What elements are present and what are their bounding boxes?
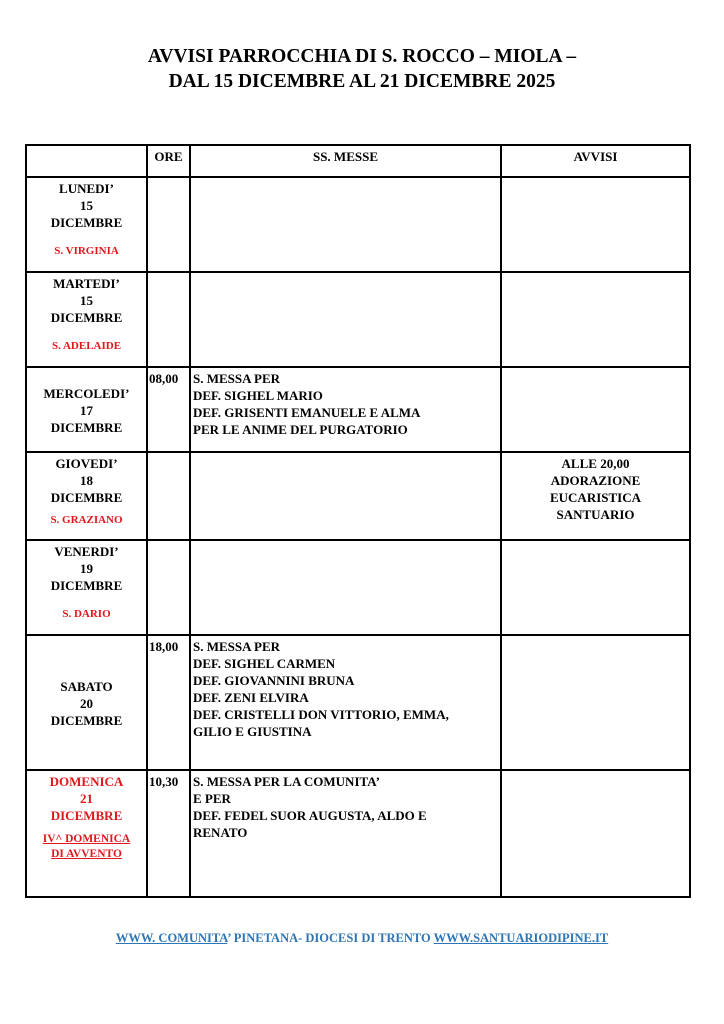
- saint-of-day: S. ADELAIDE: [51, 340, 122, 352]
- messe-cell: [190, 635, 501, 770]
- day-number: 15: [80, 293, 93, 308]
- day-month: DICEMBRE: [50, 420, 123, 435]
- messe-cell: [190, 177, 501, 272]
- schedule-table: [25, 144, 691, 898]
- day-cell: [26, 635, 147, 770]
- day-name: GIOVEDI’: [55, 456, 118, 471]
- messe-line: GILIO E GIUSTINA: [193, 724, 312, 739]
- avviso-line: EUCARISTICA: [549, 490, 642, 505]
- liturgical-note: [27, 832, 146, 862]
- avvisi-cell: [501, 540, 690, 635]
- avvisi-cell: [501, 272, 690, 367]
- table-row: [26, 635, 690, 770]
- messe-cell: [190, 272, 501, 367]
- messe-line: RENATO: [193, 825, 248, 840]
- day-name: LUNEDI’: [59, 181, 114, 196]
- avvisi-cell: [501, 177, 690, 272]
- messe-line: DEF. FEDEL SUOR AUGUSTA, ALDO E: [193, 808, 427, 823]
- ore-cell: [147, 452, 190, 540]
- day-month: DICEMBRE: [50, 310, 123, 325]
- day-cell: [26, 272, 147, 367]
- avvisi-cell: [501, 367, 690, 452]
- ore-cell: 10,30: [147, 770, 190, 897]
- avviso-line: SANTUARIO: [556, 507, 635, 522]
- table-row: [26, 367, 690, 452]
- day-number: 17: [80, 403, 93, 418]
- saint-of-day: S. GRAZIANO: [50, 514, 123, 526]
- messe-line: DEF. SIGHEL MARIO: [193, 388, 323, 403]
- page-title: [0, 44, 724, 94]
- messe-line: S. MESSA PER LA COMUNITA’: [193, 774, 380, 789]
- day-cell: [26, 367, 147, 452]
- day-number: 20: [80, 696, 93, 711]
- avvisi-cell: [501, 635, 690, 770]
- liturgical-note-line: IV^ DOMENICA: [42, 833, 131, 845]
- day-name: VENERDI’: [54, 544, 119, 559]
- day-month: DICEMBRE: [50, 808, 123, 823]
- messe-line: S. MESSA PER: [193, 371, 281, 386]
- footer-link-comunita[interactable]: WWW. COMUNITA: [115, 931, 228, 945]
- day-number: 15: [80, 198, 93, 213]
- header-day: [26, 145, 147, 177]
- title-line-1: AVVISI PARROCCHIA DI S. ROCCO – MIOLA –: [147, 46, 577, 67]
- messe-line: DEF. CRISTELLI DON VITTORIO, EMMA,: [193, 707, 449, 722]
- messe-cell: [190, 770, 501, 897]
- messe-cell: [190, 540, 501, 635]
- day-month: DICEMBRE: [50, 713, 123, 728]
- header-messe: SS. MESSE: [190, 145, 501, 177]
- day-number: 21: [80, 791, 93, 806]
- day-number: 19: [80, 561, 93, 576]
- table-row: [26, 272, 690, 367]
- ore-cell: [147, 272, 190, 367]
- avvisi-cell: [501, 452, 690, 540]
- day-number: 18: [80, 473, 93, 488]
- messe-line: DEF. SIGHEL CARMEN: [193, 656, 336, 671]
- header-row: [26, 145, 690, 177]
- day-name: MARTEDI’: [53, 276, 120, 291]
- day-cell: [26, 452, 147, 540]
- messe-line: E PER: [193, 791, 231, 806]
- table-row: [26, 770, 690, 897]
- header-avvisi: AVVISI: [501, 145, 690, 177]
- avvisi-cell: [501, 770, 690, 897]
- ore-cell: [147, 177, 190, 272]
- saint-of-day: S. DARIO: [62, 608, 111, 620]
- messe-line: S. MESSA PER: [193, 639, 281, 654]
- messe-line: DEF. ZENI ELVIRA: [193, 690, 309, 705]
- day-month: DICEMBRE: [50, 490, 123, 505]
- avviso-line: ADORAZIONE: [550, 473, 641, 488]
- footer: [0, 931, 724, 946]
- messe-cell: [190, 452, 501, 540]
- footer-link-santuario[interactable]: WWW.SANTUARIODIPINE.IT: [433, 931, 609, 945]
- day-month: DICEMBRE: [50, 215, 123, 230]
- messe-cell: [190, 367, 501, 452]
- messe-line: DEF. GIOVANNINI BRUNA: [193, 673, 355, 688]
- table-row: [26, 177, 690, 272]
- ore-cell: 18,00: [147, 635, 190, 770]
- day-cell: [26, 770, 147, 897]
- table-row: [26, 540, 690, 635]
- day-month: DICEMBRE: [50, 578, 123, 593]
- day-name: SABATO: [60, 679, 113, 694]
- header-ore: ORE: [147, 145, 190, 177]
- avviso-line: ALLE 20,00: [561, 456, 630, 471]
- day-name: DOMENICA: [49, 774, 124, 789]
- ore-cell: 08,00: [147, 367, 190, 452]
- ore-cell: [147, 540, 190, 635]
- table-row: [26, 452, 690, 540]
- liturgical-note-line: DI AVVENTO: [51, 848, 122, 860]
- title-line-2: DAL 15 DICEMBRE AL 21 DICEMBRE 2025: [168, 71, 556, 92]
- saint-of-day: S. VIRGINIA: [54, 245, 119, 257]
- day-cell: [26, 177, 147, 272]
- day-cell: [26, 540, 147, 635]
- messe-line: PER LE ANIME DEL PURGATORIO: [193, 422, 408, 437]
- footer-text: ’ PINETANA- DIOCESI DI TRENTO: [227, 931, 434, 945]
- messe-line: DEF. GRISENTI EMANUELE E ALMA: [193, 405, 421, 420]
- day-name: MERCOLEDI’: [43, 386, 130, 401]
